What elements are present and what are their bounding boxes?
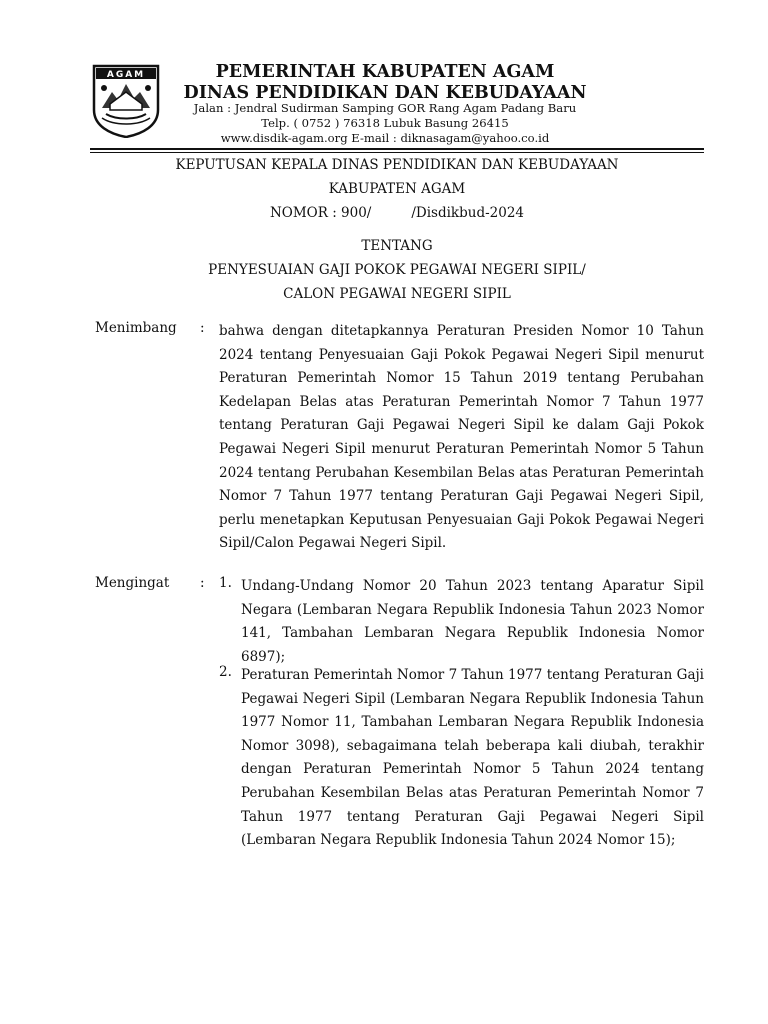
emblem-text: AGAM: [106, 70, 146, 80]
agam-regency-emblem-icon: [90, 62, 162, 138]
decree-subject-line1: PENYESUAIAN GAJI POKOK PEGAWAI NEGERI SIPIL/: [208, 262, 586, 278]
org-web-email: www.disdik-agam.org E-mail : diknasagam@yahoo.co.id: [220, 131, 550, 145]
decree-title: KEPUTUSAN KEPALA DINAS PENDIDIKAN DAN KEBUDAYAAN: [175, 157, 619, 173]
letterhead: [0, 0, 768, 150]
mengingat-item-1-text: Undang-Undang Nomor 20 Tahun 2023 tentang Aparatur Sipil Negara (Lembaran Negara Republik Indonesia Tahun 2023 Nomor 141, Tambahan Lembaran Negara Republik Indonesia Nomor 6897);: [241, 578, 704, 665]
decree-number-prefix: NOMOR : 900/: [269, 205, 372, 221]
letterhead-divider-thin: [90, 152, 704, 153]
decree-regency: KABUPATEN AGAM: [328, 181, 466, 197]
menimbang-colon: :: [200, 320, 205, 336]
org-phone: Telp. ( 0752 ) 76318 Lubuk Basung 26415: [261, 116, 509, 130]
mengingat-item-2-number: 2.: [219, 664, 232, 680]
decree-number: [90, 205, 704, 221]
letterhead-divider-thick: [90, 148, 704, 150]
mengingat-label: Mengingat: [95, 575, 170, 591]
tentang-heading: TENTANG: [361, 238, 433, 254]
org-name-line2: DINAS PENDIDIKAN DAN KEBUDAYAAN: [183, 83, 587, 103]
decree-number-suffix: /Disdikbud-2024: [411, 205, 525, 221]
mengingat-item-2-text: Peraturan Pemerintah Nomor 7 Tahun 1977 tentang Peraturan Gaji Pegawai Negeri Sipil (Lembaran Negara Republik Indonesia Tahun 1977 Nomor 11, Tambahan Lembaran Negara Republik Indonesia Nomor 3098), sebagaimana telah beberapa kali diubah, terakhir dengan Peraturan Pemerintah Nomor 5 Tahun 2024 tentang Perubahan Kesembilan Belas atas Peraturan Pemerintah Nomor 7 Tahun 1977 tentang Peraturan Gaji Pegawai Negeri Sipil (Lembaran Negara Republik Indonesia Tahun 2024 Nomor 15);: [241, 667, 704, 849]
mengingat-colon: :: [200, 575, 205, 591]
menimbang-label: Menimbang: [95, 320, 177, 336]
mengingat-item-1-number: 1.: [219, 575, 232, 591]
org-address: Jalan : Jendral Sudirman Samping GOR Rang Agam Padang Baru: [193, 101, 577, 115]
decree-subject-line2: CALON PEGAWAI NEGERI SIPIL: [283, 286, 511, 302]
org-name-line1: PEMERINTAH KABUPATEN AGAM: [215, 62, 555, 82]
menimbang-text: bahwa dengan ditetapkannya Peraturan Presiden Nomor 10 Tahun 2024 tentang Penyesuaian Gaji Pokok Pegawai Negeri Sipil menurut Peraturan Pemerintah Nomor 15 Tahun 2019 tentang Perubahan Kedelapan Belas atas Peraturan Pemerintah Nomor 7 Tahun 1977 tentang Peraturan Gaji Pegawai Negeri Sipil ke dalam Gaji Pokok Pegawai Negeri Sipil menurut Peraturan Pemerintah Nomor 5 Tahun 2024 tentang Perubahan Kesembilan Belas atas Peraturan Pemerintah Nomor 7 Tahun 1977 tentang Peraturan Gaji Pegawai Negeri Sipil, perlu menetapkan Keputusan Penyesuaian Gaji Pokok Pegawai Negeri Sipil/Calon Pegawai Negeri Sipil.: [219, 323, 704, 552]
